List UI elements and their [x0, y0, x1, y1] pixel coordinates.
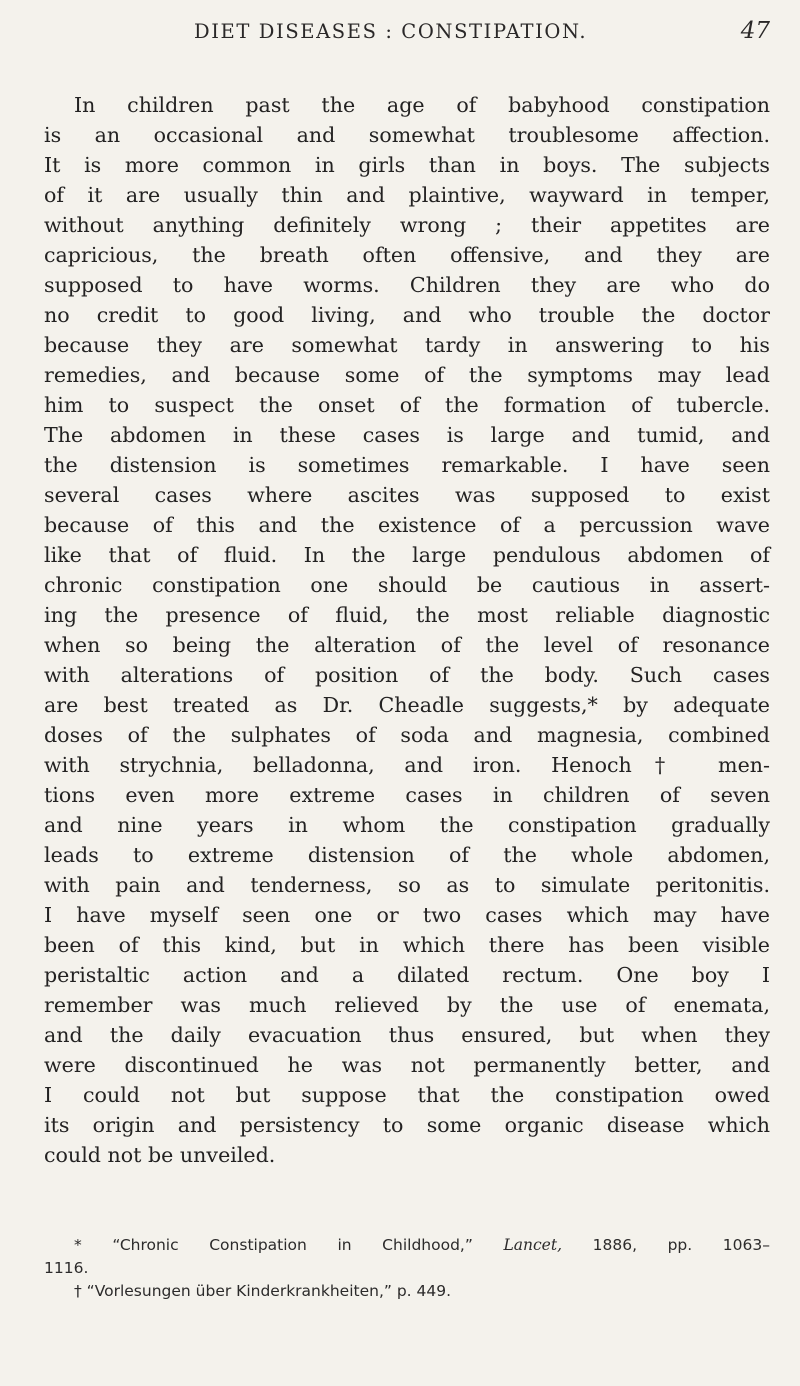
text-line: with strychnia, belladonna, and iron. Henoch† men- — [44, 753, 770, 777]
text-line: is an occasional and somewhat troublesome affection. — [44, 123, 770, 147]
text-line: doses of the sulphates of soda and magnesia, combined — [44, 723, 770, 747]
book-page — [44, 0, 770, 1386]
text-line: and the daily evacuation thus ensured, but when they — [44, 1023, 770, 1047]
text-line: because they are somewhat tardy in answering to his — [44, 333, 770, 357]
footnote-1 — [44, 1234, 770, 1257]
text-line: without anything definitely wrong ; their appetites are — [44, 213, 770, 237]
page-number: 47 — [740, 18, 770, 44]
text-line: tions even more extreme cases in children of seven — [44, 783, 770, 807]
text-line: leads to extreme distension of the whole abdomen, — [44, 843, 770, 867]
text-line: its origin and persistency to some organic disease which — [44, 1113, 770, 1137]
footnote-1-pages: 1886, pp. 1063– — [592, 1236, 770, 1254]
text-line: In children past the age of babyhood constipation — [74, 93, 770, 117]
text-line: been of this kind, but in which there has been visible — [44, 933, 770, 957]
text-line: when so being the alteration of the level of resonance — [44, 633, 770, 657]
running-title: DIET DISEASES : CONSTIPATION. — [194, 20, 588, 43]
text-line: peristaltic action and a dilated rectum. One boy I — [44, 963, 770, 987]
footnotes — [44, 1234, 770, 1303]
text-line: It is more common in girls than in boys. The subjects — [44, 153, 770, 177]
text-line: because of this and the existence of a percussion wave — [44, 513, 770, 537]
running-head — [44, 16, 770, 56]
text-line: remedies, and because some of the symptoms may lead — [44, 363, 770, 387]
text-line: chronic constipation one should be cautious in assert- — [44, 573, 770, 597]
text-line: supposed to have worms. Children they are who do — [44, 273, 770, 297]
text-line: of it are usually thin and plaintive, wayward in temper, — [44, 183, 770, 207]
footnote-1-continuation: 1116. — [44, 1259, 89, 1277]
text-line: the distension is sometimes remarkable. I have seen — [44, 453, 770, 477]
text-line: and nine years in whom the constipation gradually — [44, 813, 770, 837]
text-line: with pain and tenderness, so as to simulate peritonitis. — [44, 873, 770, 897]
text-line: several cases where ascites was supposed to exist — [44, 483, 770, 507]
footnote-1-text: * “Chronic Constipation in Childhood,” — [74, 1236, 473, 1254]
text-line: with alterations of position of the body. Such cases — [44, 663, 770, 687]
text-line: ing the presence of fluid, the most reliable diagnostic — [44, 603, 770, 627]
text-line: like that of fluid. In the large pendulous abdomen of — [44, 543, 770, 567]
text-line: could not be unveiled. — [44, 1143, 276, 1167]
text-line: capricious, the breath often offensive, and they are — [44, 243, 770, 267]
text-line: are best treated as Dr. Cheadle suggests,* by adequate — [44, 693, 770, 717]
body-paragraph — [44, 90, 770, 1170]
footnote-2: † “Vorlesungen über Kinderkrankheiten,” p. 449. — [74, 1282, 452, 1300]
text-line: no credit to good living, and who trouble the doctor — [44, 303, 770, 327]
text-line: him to suspect the onset of the formation of tubercle. — [44, 393, 770, 417]
text-line: were discontinued he was not permanently better, and — [44, 1053, 770, 1077]
text-line: I could not but suppose that the constipation owed — [44, 1083, 770, 1107]
text-line: The abdomen in these cases is large and tumid, and — [44, 423, 770, 447]
text-line: remember was much relieved by the use of enemata, — [44, 993, 770, 1017]
footnote-1-journal: Lancet, — [503, 1236, 563, 1254]
text-line: I have myself seen one or two cases which may have — [44, 903, 770, 927]
